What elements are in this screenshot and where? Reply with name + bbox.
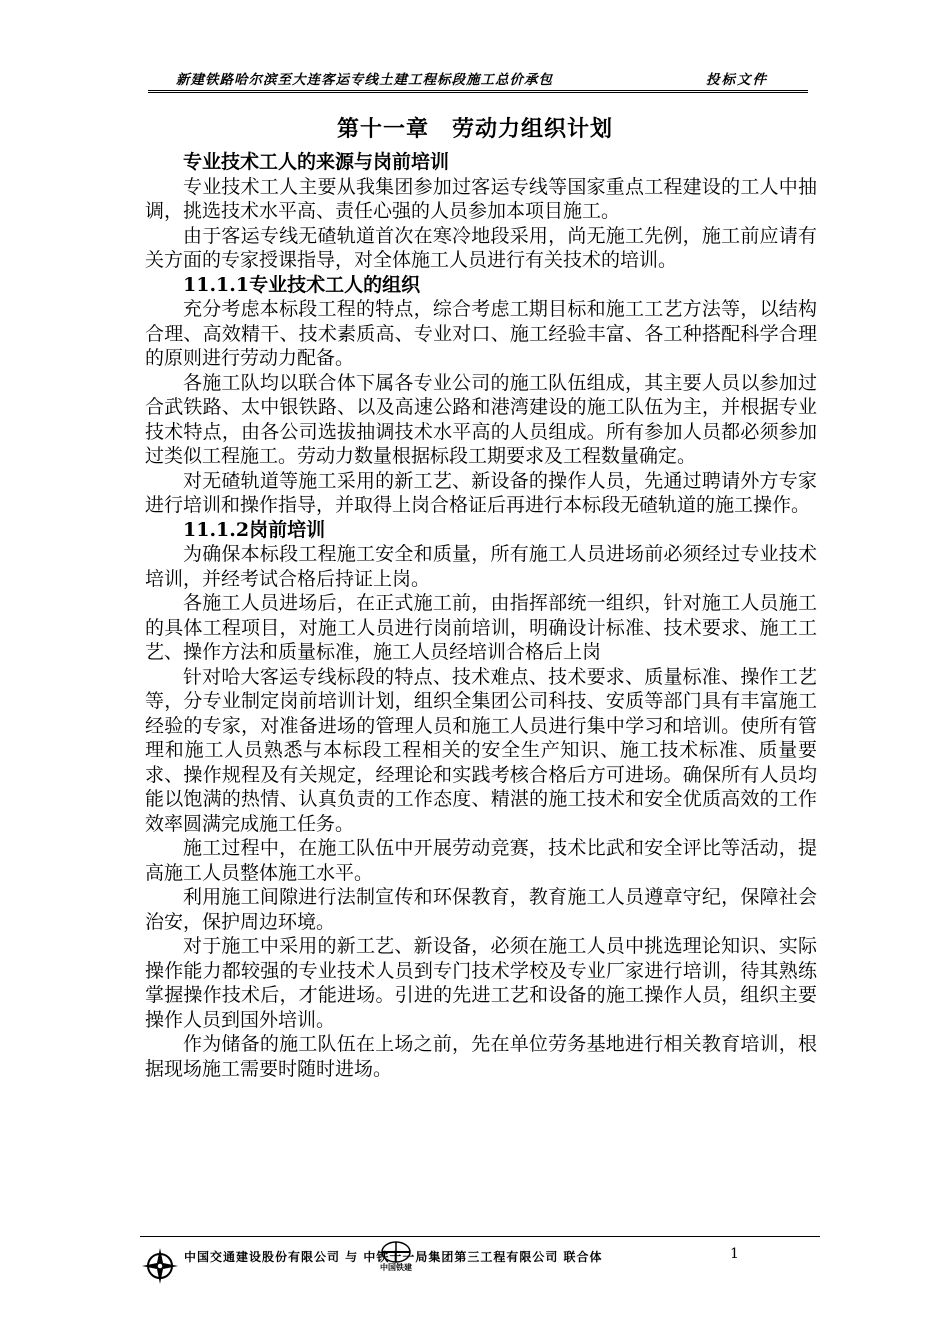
company-compass-logo-icon (140, 1246, 180, 1286)
paragraph: 对无碴轨道等施工采用的新工艺、新设备的操作人员，先通过聘请外方专家进行培训和操作指导，并取得上岗合格证后再进行本标段无碴轨道的施工操作。 (145, 469, 817, 516)
paragraph: 施工过程中，在施工队伍中开展劳动竞赛，技术比武和安全评比等活动，提高施工人员整体施工水平。 (145, 837, 817, 884)
section-heading: 11.1.2岗前培训 (183, 518, 326, 541)
header-rule-secondary (148, 92, 808, 93)
chapter-title: 第十一章 劳动力组织计划 (336, 116, 613, 142)
header-rule (148, 90, 808, 91)
paragraph: 利用施工间隙进行法制宣传和环保教育，教育施工人员遵章守纪，保障社会治安，保护周边环境。 (145, 886, 817, 933)
paragraph: 充分考虑本标段工程的特点，综合考虑工期目标和施工工艺方法等，以结构合理、高效精干、技术素质高、专业对口、施工经验丰富、各工种搭配科学合理的原则进行劳动力配备。 (145, 298, 817, 369)
section-heading: 专业技术工人的来源与岗前培训 (183, 151, 450, 173)
footer-company: 中国交通建设股份有限公司 与 中铁十一局集团第三工程有限公司 联合体 (184, 1250, 603, 1264)
crcc-logo-icon (372, 1240, 420, 1264)
header-project-title: 新建铁路哈尔滨至大连客运专线土建工程标段施工总价承包 (176, 72, 553, 88)
crcc-logo-caption: 中国铁建 (380, 1262, 412, 1272)
paragraph: 各施工人员进场后，在正式施工前，由指挥部统一组织，针对施工人员施工的具体工程项目，对施工人员进行岗前培训，明确设计标准、技术要求、施工工艺、操作方法和质量标准，施工人员经培训合格后上岗 (145, 592, 817, 663)
page-number: 1 (730, 1246, 739, 1262)
header-doc-type: 投标文件 (706, 72, 768, 88)
footer-rule (140, 1236, 820, 1237)
paragraph: 针对哈大客运专线标段的特点、技术难点、技术要求、质量标准、操作工艺等，分专业制定岗前培训计划，组织全集团公司科技、安质等部门具有丰富施工经验的专家，对准备进场的管理人员和施工人员进行集中学习和培训。使所有管理和施工人员熟悉与本标段工程相关的安全生产知识、施工技术标准、质量要求、操作规程及有关规定，经理论和实践考核合格后方可进场。确保所有人员均能以饱满的热情、认真负责的工作态度、精湛的施工技术和安全优质高效的工作效率圆满完成施工任务。 (145, 665, 817, 835)
crcc-logo (372, 1240, 420, 1276)
paragraph: 各施工队均以联合体下属各专业公司的施工队伍组成，其主要人员以参加过合武铁路、太中银铁路、以及高速公路和港湾建设的施工队伍为主，并根据专业技术特点，由各公司选拔抽调技术水平高的人员组成。所有参加人员都必须参加过类似工程施工。劳动力数量根据标段工期要求及工程数量确定。 (145, 371, 817, 467)
page-header (148, 66, 808, 92)
paragraph: 作为储备的施工队伍在上场之前，先在单位劳务基地进行相关教育培训，根据现场施工需要时随时进场。 (145, 1033, 817, 1080)
section-heading: 11.1.1专业技术工人的组织 (183, 273, 421, 296)
paragraph: 为确保本标段工程施工安全和质量，所有施工人员进场前必须经过专业技术培训，并经考试合格后持证上岗。 (145, 543, 817, 590)
paragraph: 由于客运专线无碴轨道首次在寒冷地段采用，尚无施工先例，施工前应请有关方面的专家授课指导，对全体施工人员进行有关技术的培训。 (145, 224, 817, 271)
page-footer (140, 1236, 820, 1296)
paragraph: 专业技术工人主要从我集团参加过客运专线等国家重点工程建设的工人中抽调，挑选技术水平高、责任心强的人员参加本项目施工。 (145, 175, 817, 222)
paragraph: 对于施工中采用的新工艺、新设备，必须在施工人员中挑选理论知识、实际操作能力都较强的专业技术人员到专门技术学校及专业厂家进行培训，待其熟练掌握操作技术后，才能进场。引进的先进工艺和设备的施工操作人员，组织主要操作人员到国外培训。 (145, 935, 817, 1031)
document-body (145, 150, 817, 1081)
